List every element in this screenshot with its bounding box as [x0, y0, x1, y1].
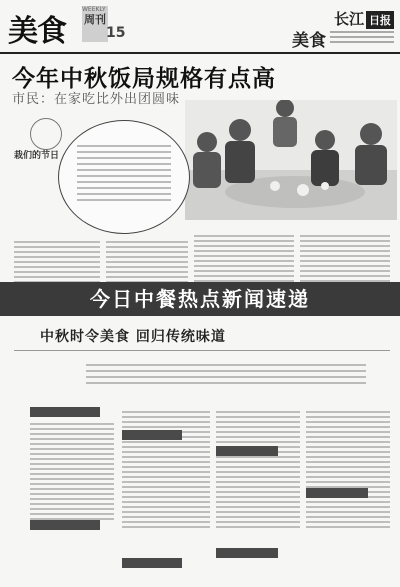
masthead-date-lines — [330, 28, 394, 46]
decorative-ring — [30, 118, 62, 150]
masthead-section-right: 美食 — [292, 31, 326, 51]
lower-column-1 — [30, 420, 114, 523]
lower-column-2 — [122, 408, 210, 531]
sidebar-label: 栽们的节日 — [14, 151, 60, 161]
subsection-header-1 — [30, 407, 100, 417]
banner-text: 今日中餐热点新闻速递 — [90, 287, 310, 311]
article-subheadline: 市民：在家吃比外出团圆味 — [12, 92, 181, 107]
section2-title: 中秋时令美食 回归传统味道 — [40, 329, 226, 345]
section-divider — [14, 350, 390, 351]
subsection-header-6 — [216, 548, 278, 558]
lower-column-4 — [306, 408, 390, 531]
section2-intro — [86, 360, 366, 388]
newspaper-chip: 日报 — [366, 11, 394, 29]
subsection-header-7 — [306, 488, 368, 498]
subsection-header-3 — [122, 430, 182, 440]
family-dinner-photo — [185, 100, 397, 220]
newspaper-brand — [334, 8, 394, 29]
subsection-header-5 — [216, 446, 278, 456]
weekly-en-label: WEEKLY — [82, 6, 106, 13]
subsection-header-2 — [30, 520, 100, 530]
issue-number: 15 — [106, 25, 126, 41]
article-headline: 今年中秋饭局规格有点高 — [12, 66, 276, 92]
lower-column-3 — [216, 408, 300, 531]
subsection-header-4 — [122, 558, 182, 568]
masthead — [0, 0, 400, 54]
weekly-cn-label: 周刊 — [84, 13, 106, 26]
quote-bubble — [58, 120, 190, 234]
masthead-section-title: 美食 — [8, 14, 66, 49]
newspaper-name: 长江 — [333, 10, 364, 28]
